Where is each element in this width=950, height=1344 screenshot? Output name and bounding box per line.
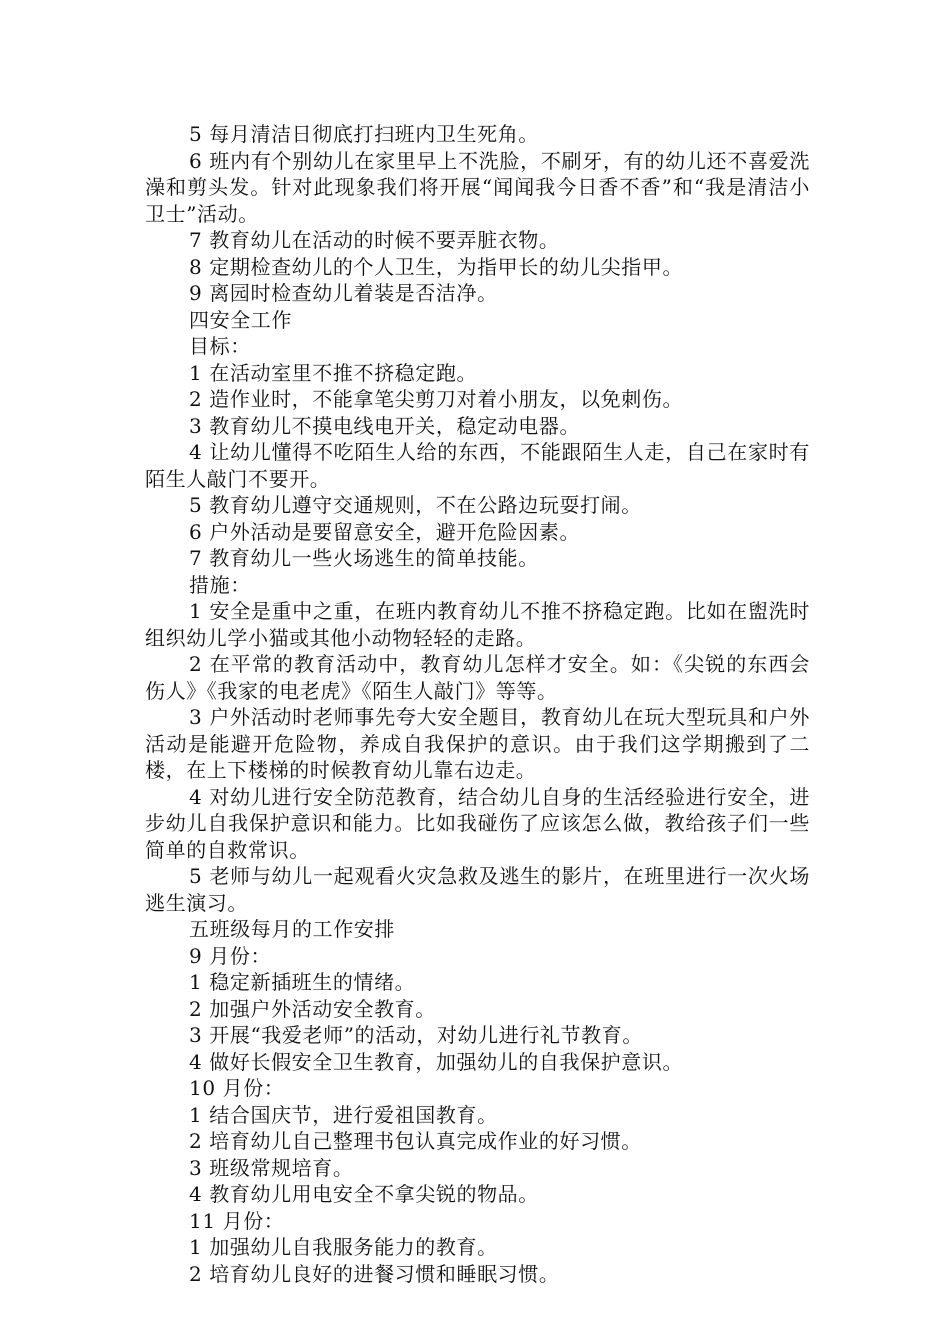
month-heading-october: 10 月份： xyxy=(189,1076,285,1100)
document-body xyxy=(145,121,810,1287)
goal-item-4: 4 让幼儿懂得不吃陌生人给的东西，不能跟陌生人走，自己在家时有陌生人敲门不要开。 xyxy=(145,440,810,491)
september-item-4: 4 做好长假安全卫生教育，加强幼儿的自我保护意识。 xyxy=(189,1049,684,1074)
subheading-goals: 目标： xyxy=(189,334,251,358)
october-item-2: 2 培育幼儿自己整理书包认真完成作业的好习惯。 xyxy=(189,1129,642,1153)
goal-item-3: 3 教育幼儿不摸电线电开关，稳定动电器。 xyxy=(189,413,581,438)
measure-item-3: 3 户外活动时老师事先夸大安全题目，教育幼儿在玩大型玩具和户外活动是能避开危险物，养成自我保护的意识。由于我们这学期搬到了二楼，在上下楼梯的时候教育幼儿靠右边走。 xyxy=(145,705,810,782)
month-heading-november: 11 月份： xyxy=(189,1208,285,1233)
october-item-3: 3 班级常规培育。 xyxy=(189,1155,354,1180)
goal-item-6: 6 户外活动是要留意安全，避开危险因素。 xyxy=(189,519,581,544)
paragraph-cleaning-day: 5 每月清洁日彻底打扫班内卫生死角。 xyxy=(189,122,539,146)
subheading-measures: 措施： xyxy=(189,572,251,597)
paragraph-clothing: 7 教育幼儿在活动的时候不要弄脏衣物。 xyxy=(189,228,560,252)
september-item-1: 1 稳定新插班生的情绪。 xyxy=(189,970,416,994)
october-item-4: 4 教育幼儿用电安全不拿尖锐的物品。 xyxy=(189,1182,539,1206)
september-item-2: 2 加强户外活动安全教育。 xyxy=(189,996,436,1021)
goal-item-7: 7 教育幼儿一些火场逃生的简单技能。 xyxy=(189,546,539,570)
october-item-1: 1 结合国庆节，进行爱祖国教育。 xyxy=(189,1102,498,1127)
goal-item-2: 2 造作业时，不能拿笔尖剪刀对着小朋友，以免刺伤。 xyxy=(189,387,684,411)
month-heading-september: 9 月份： xyxy=(189,943,272,968)
september-item-3: 3 开展“我爱老师”的活动，对幼儿进行礼节教育。 xyxy=(189,1023,643,1047)
paragraph-hygiene-activity: 6 班内有个别幼儿在家里早上不洗脸，不刷牙，有的幼儿还不喜爱洗澡和剪头发。针对此现象我们将开展“闻闻我今日香不香”和“我是清洁小卫士”活动。 xyxy=(145,148,810,226)
paragraph-hygiene-check: 8 定期检查幼儿的个人卫生，为指甲长的幼儿尖指甲。 xyxy=(189,254,684,279)
measure-item-5: 5 老师与幼儿一起观看火灾急救及逃生的影片，在班里进行一次火场逃生演习。 xyxy=(145,864,810,915)
measure-item-4: 4 对幼儿进行安全防范教育，结合幼儿自身的生活经验进行安全，进步幼儿自我保护意识和能力。比如我碰伤了应该怎么做，教给孩子们一些简单的自救常识。 xyxy=(145,784,810,862)
measure-item-1: 1 安全是重中之重，在班内教育幼儿不推不挤稳定跑。比如在盥洗时组织幼儿学小猫或其他小动物轻轻的走路。 xyxy=(145,599,810,650)
november-item-2: 2 培育幼儿良好的进餐习惯和睡眠习惯。 xyxy=(189,1261,560,1286)
goal-item-5: 5 教育幼儿遵守交通规则，不在公路边玩耍打闹。 xyxy=(189,493,642,517)
november-item-1: 1 加强幼儿自我服务能力的教育。 xyxy=(189,1235,498,1259)
section-heading-safety: 四安全工作 xyxy=(189,307,292,332)
goal-item-1: 1 在活动室里不推不挤稳定跑。 xyxy=(189,360,478,385)
measure-item-2: 2 在平常的教育活动中，教育幼儿怎样才安全。如：《尖锐的东西会伤人》《我家的电老虎》《陌生人敲门》等等。 xyxy=(145,652,810,703)
section-heading-monthly-plan: 五班级每月的工作安排 xyxy=(189,917,395,941)
paragraph-departure-check: 9 离园时检查幼儿着装是否洁净。 xyxy=(189,281,498,305)
